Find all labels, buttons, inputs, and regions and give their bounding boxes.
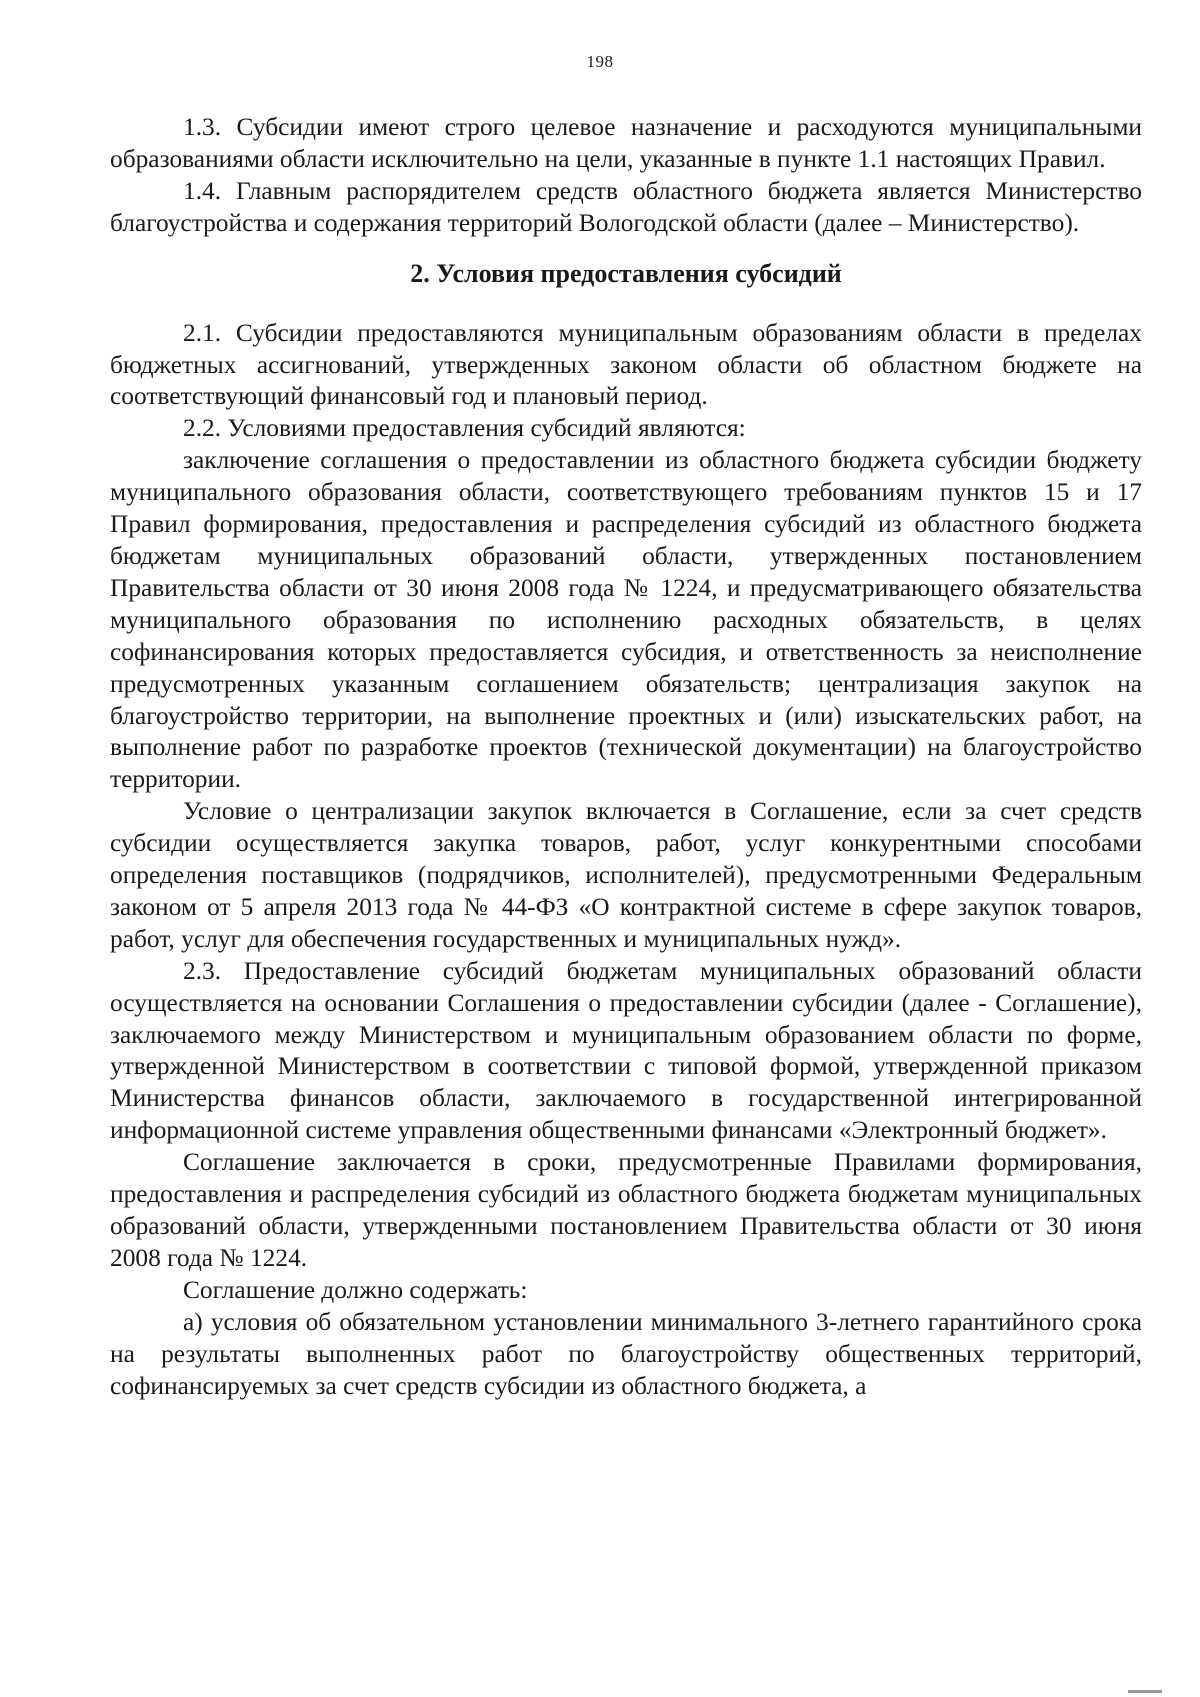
paragraph-1-3: 1.3. Субсидии имеют строго целевое назначение и расходуются муниципальными образованиями области исключительно на цели, указанные в пункте 1.1 настоящих Правил. <box>110 113 1142 173</box>
paragraph-2-3: 2.3. Предоставление субсидий бюджетам муниципальных образований области осуществляется на основании Соглашения о предоставлении субсидии (далее - Соглашение), заключаемого между Министерством и муниципальным образованием области по форме, утвержденной Министерством в соответствии с типовой формой, утвержденной приказом Министерства финансов области, заключаемого в государственной интегрированной информационной системе управления общественными финансами «Электронный бюджет». <box>110 956 1142 1145</box>
paragraph-agreement-contents: Соглашение должно содержать: <box>183 1275 528 1304</box>
paragraph-centralization: Условие о централизации закупок включается в Соглашение, если за счет средств субсидии осуществляется закупка товаров, работ, услуг конкурентными способами определения поставщиков (подрядчиков, исполнителей), предусмотренными Федеральным законом от 5 апреля 2013 года № 44-ФЗ «О контрактной системе в сфере закупок товаров, работ, услуг для обеспечения государственных и муниципальных нужд». <box>110 797 1142 953</box>
paragraph-item-a: а) условия об обязательном установлении минимального 3-летнего гарантийного срока на результаты выполненных работ по благоустройству общественных территорий, софинансируемых за счет средств субсидии из областного бюджета, а <box>110 1307 1142 1400</box>
document-body <box>110 112 1142 1402</box>
paragraph-agreement-condition: заключение соглашения о предоставлении из областного бюджета субсидии бюджету муниципального образования области, соответствующего требованиям пунктов 15 и 17 Правил формирования, предоставления и распределения субсидий из областного бюджета бюджетам муниципальных образований области, утвержденных постановлением Правительства области от 30 июня 2008 года № 1224, и предусматривающего обязательства муниципального образования по исполнению расходных обязательств, в целях софинансирования которых предоставляется субсидия, и ответственность за неисполнение предусмотренных указанным соглашением обязательств; централизация закупок на благоустройство территории, на выполнение проектных и (или) изыскательских работ, на выполнение работ по разработке проектов (технической документации) на благоустройство территории. <box>110 446 1142 794</box>
paragraph-agreement-terms: Соглашение заключается в сроки, предусмотренные Правилами формирования, предоставления и распределения субсидий из областного бюджета бюджетам муниципальных образований области, утвержденными постановлением Правительства области от 30 июня 2008 года № 1224. <box>110 1148 1142 1272</box>
section-heading: 2. Условия предоставления субсидий <box>410 258 842 288</box>
paragraph-2-2: 2.2. Условиями предоставления субсидий являются: <box>183 414 746 443</box>
scan-artifact-bottom-right <box>1128 1690 1162 1693</box>
paragraph-1-4: 1.4. Главным распорядителем средств областного бюджета является Министерство благоустройства и содержания территорий Вологодской области (далее – Министерство). <box>110 176 1142 237</box>
paragraph-2-1: 2.1. Субсидии предоставляются муниципальным образованиям области в пределах бюджетных ассигнований, утвержденных законом области об областном бюджете на соответствующий финансовый год и плановый период. <box>110 318 1142 411</box>
page-number: 198 <box>586 52 614 71</box>
